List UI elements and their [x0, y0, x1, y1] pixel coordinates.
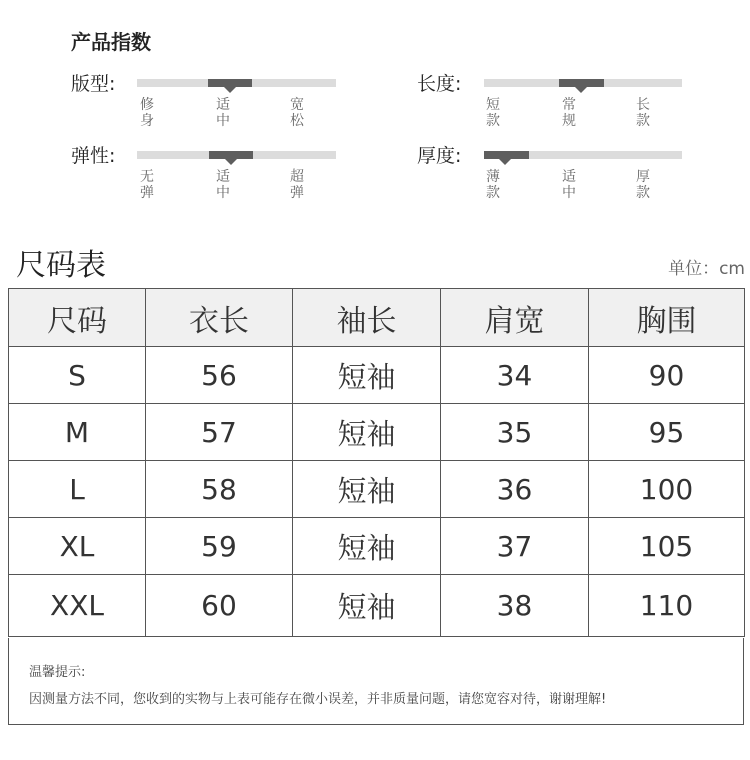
cell-chest: 110	[589, 575, 745, 637]
size-table	[8, 288, 745, 637]
cell-sleeve: 短袖	[293, 575, 441, 637]
size-chart-title: 尺码表	[16, 248, 106, 283]
length-option-1: 短款	[486, 97, 500, 129]
attr-fit-label: 版型:	[71, 73, 116, 95]
cell-size: S	[9, 347, 146, 404]
cell-chest: 100	[589, 461, 745, 518]
note-text: 因测量方法不同，您收到的实物与上表可能存在微小误差，并非质量问题，请您宽容对待，谢谢理解!	[29, 692, 607, 707]
cell-shoulder: 34	[441, 347, 589, 404]
length-scale-marker	[575, 87, 587, 93]
thickness-option-1: 薄款	[486, 169, 500, 201]
cell-shoulder: 37	[441, 518, 589, 575]
elasticity-scale-indicator	[209, 151, 253, 159]
cell-length: 59	[146, 518, 293, 575]
length-option-2: 常规	[562, 97, 576, 129]
fit-scale-indicator	[208, 79, 252, 87]
note-box	[8, 638, 744, 725]
thickness-scale-marker	[499, 159, 511, 165]
header-sleeve: 袖长	[293, 289, 441, 347]
cell-sleeve: 短袖	[293, 461, 441, 518]
attr-length-label: 长度:	[417, 73, 462, 95]
cell-length: 60	[146, 575, 293, 637]
cell-size: M	[9, 404, 146, 461]
elasticity-option-2: 适中	[216, 169, 230, 201]
header-size: 尺码	[9, 289, 146, 347]
cell-sleeve: 短袖	[293, 347, 441, 404]
table-row	[9, 575, 745, 637]
cell-size: XL	[9, 518, 146, 575]
table-row	[9, 404, 745, 461]
fit-scale-track	[137, 79, 336, 87]
thickness-scale-indicator	[484, 151, 529, 159]
attr-thickness-label: 厚度:	[417, 145, 462, 167]
thickness-option-2: 适中	[562, 169, 576, 201]
fit-scale-marker	[224, 87, 236, 93]
elasticity-option-3: 超弹	[290, 169, 304, 201]
cell-length: 57	[146, 404, 293, 461]
table-header-row	[9, 289, 745, 347]
cell-size: XXL	[9, 575, 146, 637]
header-shoulder: 肩宽	[441, 289, 589, 347]
cell-size: L	[9, 461, 146, 518]
cell-chest: 105	[589, 518, 745, 575]
fit-option-2: 适中	[216, 97, 230, 129]
cell-chest: 95	[589, 404, 745, 461]
table-row	[9, 347, 745, 404]
cell-sleeve: 短袖	[293, 518, 441, 575]
length-option-3: 长款	[636, 97, 650, 129]
table-row	[9, 461, 745, 518]
header-chest: 胸围	[589, 289, 745, 347]
header-length: 衣长	[146, 289, 293, 347]
elasticity-scale-marker	[225, 159, 237, 165]
table-row	[9, 518, 745, 575]
note-title: 温馨提示:	[29, 665, 86, 680]
thickness-scale-track	[484, 151, 682, 159]
cell-length: 56	[146, 347, 293, 404]
elasticity-scale-track	[137, 151, 336, 159]
cell-sleeve: 短袖	[293, 404, 441, 461]
size-chart-unit: 单位：cm	[668, 259, 745, 279]
fit-option-1: 修身	[140, 97, 154, 129]
length-scale-track	[484, 79, 682, 87]
thickness-option-3: 厚款	[636, 169, 650, 201]
cell-shoulder: 35	[441, 404, 589, 461]
cell-length: 58	[146, 461, 293, 518]
cell-chest: 90	[589, 347, 745, 404]
attr-elasticity-label: 弹性:	[71, 145, 116, 167]
cell-shoulder: 36	[441, 461, 589, 518]
product-index-title: 产品指数	[71, 30, 151, 54]
elasticity-option-1: 无弹	[140, 169, 154, 201]
fit-option-3: 宽松	[290, 97, 304, 129]
cell-shoulder: 38	[441, 575, 589, 637]
length-scale-indicator	[559, 79, 604, 87]
